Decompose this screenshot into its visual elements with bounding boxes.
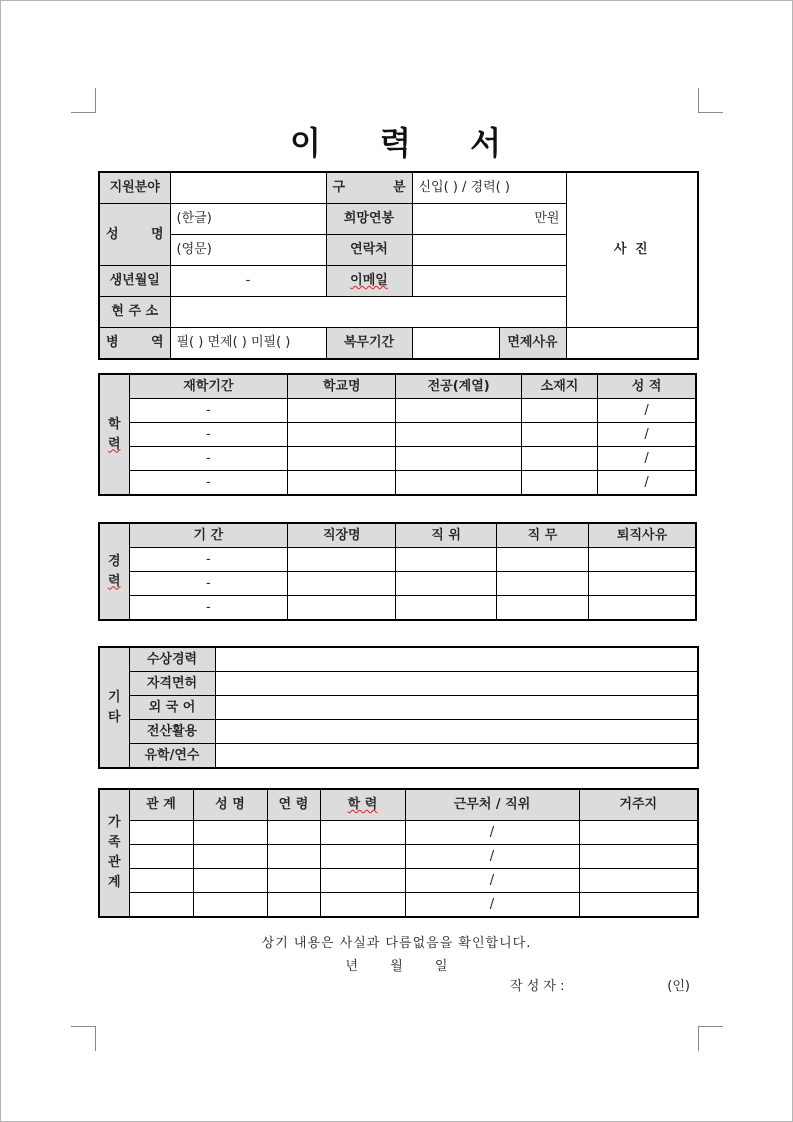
crop-mark-top-left (71, 88, 96, 113)
email-input[interactable] (412, 266, 566, 297)
education-header-major: 전공(계열) (396, 374, 521, 399)
family-relation-cell[interactable] (129, 869, 193, 893)
table-row (99, 821, 698, 845)
education-period-cell[interactable]: - (129, 423, 288, 447)
author-line (510, 975, 690, 994)
education-header-location: 소재지 (521, 374, 597, 399)
career-duty-cell[interactable] (496, 596, 588, 621)
family-side-char-2: 족 (107, 835, 121, 850)
family-header-residence: 거주지 (579, 789, 698, 821)
table-row (99, 893, 698, 918)
crop-mark-bottom-right (698, 1026, 723, 1051)
birth-label: 생년월일 (99, 266, 170, 297)
computer-skills-input[interactable] (215, 720, 698, 744)
career-reason-cell[interactable] (589, 548, 696, 572)
languages-label: 외 국 어 (129, 696, 215, 720)
career-company-cell[interactable] (288, 596, 396, 621)
family-education-cell[interactable] (320, 821, 405, 845)
family-age-cell[interactable] (267, 869, 320, 893)
licenses-label: 자격면허 (129, 672, 215, 696)
table-row (99, 471, 696, 496)
crop-mark-top-right (698, 88, 723, 113)
table-row (99, 845, 698, 869)
family-age-cell[interactable] (267, 893, 320, 918)
career-side-label (99, 523, 129, 620)
education-header-period: 재학기간 (129, 374, 288, 399)
education-grade-cell[interactable]: / (598, 471, 696, 496)
table-row (99, 647, 698, 672)
table-row (99, 720, 698, 744)
education-grade-cell[interactable]: / (598, 447, 696, 471)
name-label (99, 204, 170, 266)
education-location-cell[interactable] (521, 471, 597, 496)
family-side-label (99, 789, 129, 917)
education-side-char-2: 력 (108, 436, 121, 452)
career-header-position: 직 위 (396, 523, 496, 548)
address-input[interactable] (170, 297, 566, 328)
education-grade-cell[interactable]: / (598, 399, 696, 423)
family-header-name: 성 명 (193, 789, 267, 821)
table-row (99, 447, 696, 471)
career-period-cell[interactable]: - (129, 548, 288, 572)
education-location-cell[interactable] (521, 399, 597, 423)
career-reason-cell[interactable] (589, 596, 696, 621)
awards-input[interactable] (215, 647, 698, 672)
date-day: 일 (434, 959, 448, 974)
education-major-cell[interactable] (396, 447, 521, 471)
exemption-input[interactable] (566, 328, 698, 360)
family-header-education (320, 789, 405, 821)
family-workplace-cell[interactable]: / (405, 845, 579, 869)
family-header-age: 연 령 (267, 789, 320, 821)
exemption-label: 면제사유 (499, 328, 566, 360)
family-education-cell[interactable] (320, 893, 405, 918)
other-side-label (99, 647, 129, 768)
table-row (99, 672, 698, 696)
education-major-cell[interactable] (396, 399, 521, 423)
email-label-text: 이메일 (350, 273, 388, 288)
name-korean[interactable]: (한글) (170, 204, 326, 235)
family-name-cell[interactable] (193, 893, 267, 918)
military-label (99, 328, 170, 360)
birth-input[interactable]: - (170, 266, 326, 297)
career-position-cell[interactable] (396, 572, 496, 596)
category-label-2: 분 (392, 180, 406, 195)
date-line (0, 955, 793, 974)
family-education-cell[interactable] (320, 845, 405, 869)
service-period-input[interactable] (412, 328, 499, 360)
basic-info-table (98, 171, 699, 360)
education-school-cell[interactable] (288, 399, 396, 423)
salary-input[interactable]: 만원 (412, 204, 566, 235)
family-side-char-4: 계 (107, 875, 121, 890)
category-label (326, 172, 412, 204)
family-name-cell[interactable] (193, 821, 267, 845)
career-company-cell[interactable] (288, 572, 396, 596)
military-label-1: 병 (106, 335, 119, 350)
education-major-cell[interactable] (396, 471, 521, 496)
education-header-school: 학교명 (288, 374, 396, 399)
career-duty-cell[interactable] (496, 572, 588, 596)
family-relation-cell[interactable] (129, 821, 193, 845)
career-header-duty: 직 무 (496, 523, 588, 548)
study-abroad-label: 유학/연수 (129, 744, 215, 769)
family-relation-cell[interactable] (129, 893, 193, 918)
career-company-cell[interactable] (288, 548, 396, 572)
career-header-period: 기 간 (129, 523, 288, 548)
date-year: 년 (345, 959, 359, 974)
family-relation-cell[interactable] (129, 845, 193, 869)
field-label: 지원분야 (99, 172, 170, 204)
career-header-company: 직장명 (288, 523, 396, 548)
name-label-2: 명 (150, 226, 164, 242)
author-label: 작 성 자 : (510, 979, 565, 994)
family-age-cell[interactable] (267, 821, 320, 845)
email-label (326, 266, 412, 297)
family-workplace-cell[interactable]: / (405, 869, 579, 893)
education-school-cell[interactable] (288, 423, 396, 447)
category-label-1: 구 (332, 180, 346, 195)
photo-box: 사 진 (566, 172, 698, 328)
education-period-cell[interactable]: - (129, 399, 288, 423)
family-table (98, 788, 699, 918)
name-label-1: 성 (106, 226, 119, 242)
other-side-char-2: 타 (107, 709, 121, 725)
seal-mark: (인) (667, 979, 690, 994)
education-location-cell[interactable] (521, 423, 597, 447)
family-side-char-3: 관 (107, 855, 121, 870)
category-value[interactable]: 신입( ) / 경력( ) (412, 172, 566, 204)
table-row (99, 696, 698, 720)
family-age-cell[interactable] (267, 845, 320, 869)
service-period-label: 복무기간 (326, 328, 412, 360)
other-side-char-1: 기 (107, 689, 121, 705)
career-position-cell[interactable] (396, 548, 496, 572)
education-side-char-1: 학 (108, 416, 121, 432)
career-position-cell[interactable] (396, 596, 496, 621)
family-header-workplace: 근무처 / 직위 (405, 789, 579, 821)
education-location-cell[interactable] (521, 447, 597, 471)
education-header-grade: 성 적 (598, 374, 696, 399)
career-table (98, 522, 697, 621)
table-row (99, 399, 696, 423)
career-period-cell[interactable]: - (129, 596, 288, 621)
family-residence-cell[interactable] (579, 821, 698, 845)
education-major-cell[interactable] (396, 423, 521, 447)
family-workplace-cell[interactable]: / (405, 893, 579, 918)
name-english[interactable]: (영문) (170, 235, 326, 266)
family-residence-cell[interactable] (579, 869, 698, 893)
education-side-label (99, 374, 129, 495)
family-name-cell[interactable] (193, 869, 267, 893)
contact-label: 연락처 (326, 235, 412, 266)
education-school-cell[interactable] (288, 471, 396, 496)
table-row (99, 423, 696, 447)
date-month: 월 (390, 959, 403, 974)
languages-input[interactable] (215, 696, 698, 720)
family-residence-cell[interactable] (579, 845, 698, 869)
document-title: 이 력 서 (289, 124, 504, 162)
computer-skills-label: 전산활용 (129, 720, 215, 744)
family-residence-cell[interactable] (579, 893, 698, 918)
table-row (99, 548, 696, 572)
education-table (98, 373, 697, 496)
other-table (98, 646, 699, 769)
family-header-relation: 관 계 (129, 789, 193, 821)
crop-mark-bottom-left (71, 1026, 96, 1051)
contact-input[interactable] (412, 235, 566, 266)
table-row (99, 744, 698, 769)
family-workplace-cell[interactable]: / (405, 821, 579, 845)
confirmation-statement: 상기 내용은 사실과 다름없음을 확인합니다. (261, 936, 532, 951)
family-side-char-1: 가 (107, 815, 121, 830)
education-period-cell[interactable]: - (129, 447, 288, 471)
awards-label: 수상경력 (129, 647, 215, 672)
family-education-cell[interactable] (320, 869, 405, 893)
education-grade-cell[interactable]: / (598, 423, 696, 447)
education-period-cell[interactable]: - (129, 471, 288, 496)
military-label-2: 역 (150, 335, 164, 350)
table-row (99, 572, 696, 596)
study-abroad-input[interactable] (215, 744, 698, 769)
table-row (99, 596, 696, 621)
career-period-cell[interactable]: - (129, 572, 288, 596)
career-side-char-1: 경 (108, 553, 121, 569)
career-header-reason: 퇴직사유 (589, 523, 696, 548)
military-status[interactable]: 필( ) 면제( ) 미필( ) (170, 328, 326, 360)
family-name-cell[interactable] (193, 845, 267, 869)
family-header-education-text: 학 력 (347, 797, 378, 812)
address-label: 현 주 소 (99, 297, 170, 328)
career-side-char-2: 력 (108, 573, 121, 589)
career-duty-cell[interactable] (496, 548, 588, 572)
education-school-cell[interactable] (288, 447, 396, 471)
field-input[interactable] (170, 172, 326, 204)
table-row (99, 869, 698, 893)
salary-label: 희망연봉 (326, 204, 412, 235)
career-reason-cell[interactable] (589, 572, 696, 596)
licenses-input[interactable] (215, 672, 698, 696)
